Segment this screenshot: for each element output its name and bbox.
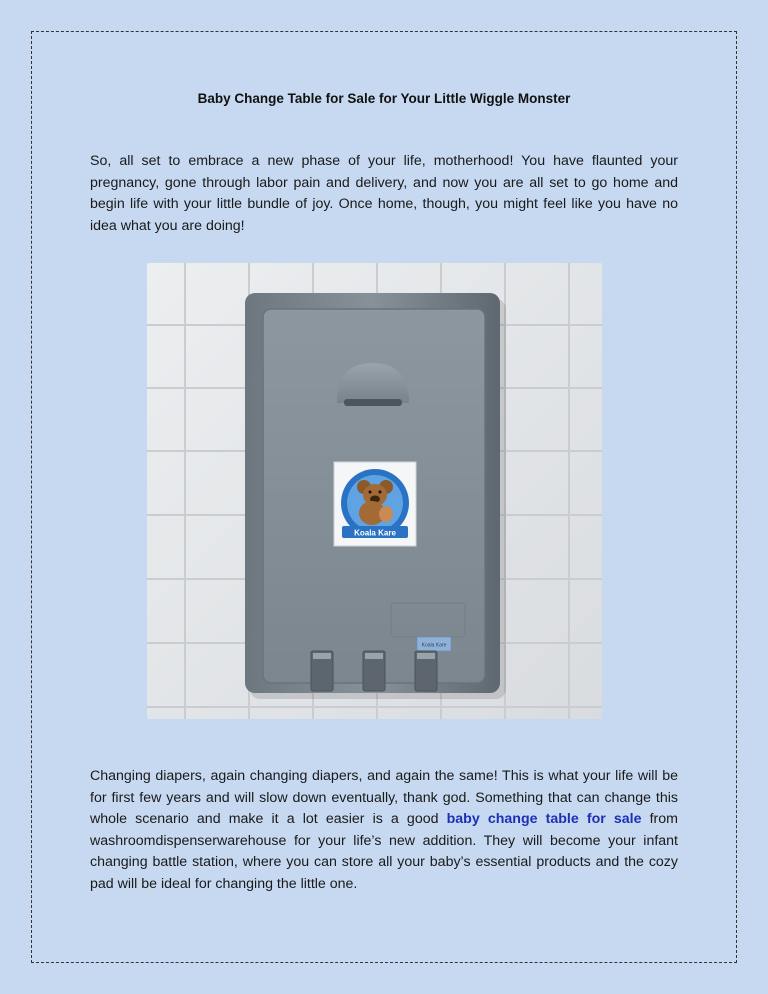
label-text: Koala Kare <box>421 642 447 649</box>
koala-kare-logo <box>334 462 416 546</box>
paragraph-text-before: Changing diapers, again changing diapers, and again the same! This is what your life will be for first few years and will slow down eventually, thank god. Something that can change this whole scenario and make it a lot easier is a good <box>90 768 678 827</box>
baby-change-table-link[interactable]: baby change table for sale <box>446 811 642 827</box>
product-photo <box>147 263 602 719</box>
body-paragraph <box>90 766 678 895</box>
document-title: Baby Change Table for Sale for Your Little Wiggle Monster <box>197 91 571 106</box>
intro-paragraph: So, all set to embrace a new phase of your life, motherhood! You have flaunted your pregnancy, gone through labor pain and delivery, and now you are all set to go home and begin life with your little bundle of joy. Once home, though, you might feel like you have no idea what you are doing! <box>90 153 678 234</box>
paragraph-text-after: from washroomdispenserwarehouse for your life’s new addition. They will become your infant changing battle station, where you can store all your baby’s essential products and the cozy pad will be ideal for changing the little one. <box>90 811 678 892</box>
logo-text: Koala Kare <box>354 528 396 538</box>
